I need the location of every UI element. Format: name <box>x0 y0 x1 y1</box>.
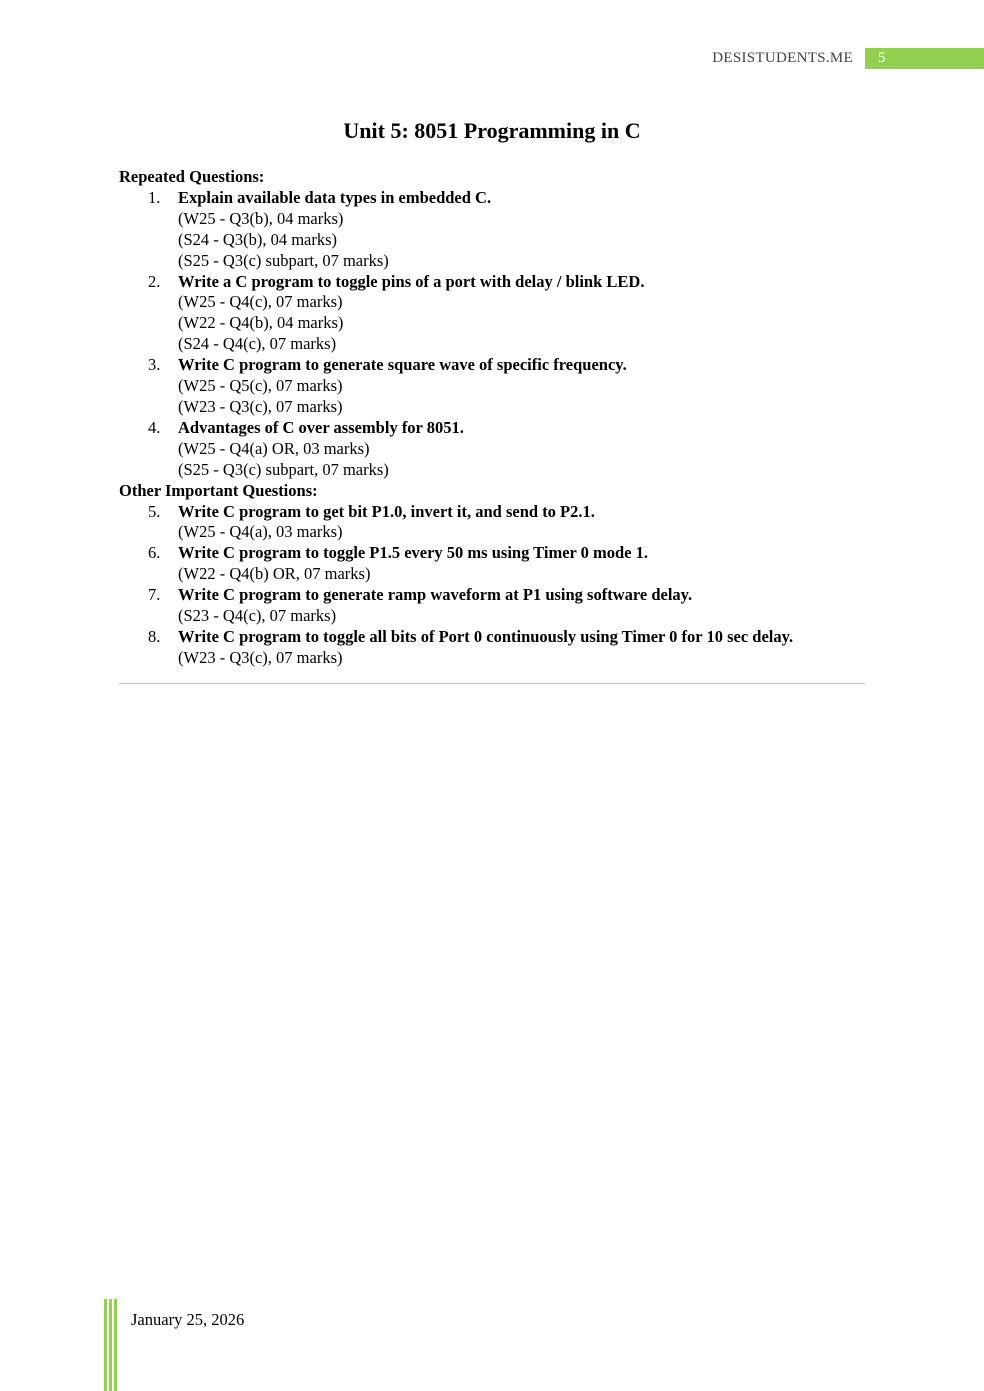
question-item <box>119 272 879 356</box>
question-ref: (W23 - Q3(c), 07 marks) <box>178 396 343 416</box>
question-number: 7. <box>148 585 161 605</box>
question-item <box>119 543 879 585</box>
question-number: 3. <box>148 355 161 375</box>
question-text: Write a C program to toggle pins of a port with delay / blink LED. <box>178 271 645 291</box>
page-number: 5 <box>878 50 886 66</box>
question-number: 6. <box>148 543 161 563</box>
question-number: 4. <box>148 417 161 437</box>
page-number-box <box>865 48 984 69</box>
question-list <box>119 167 879 669</box>
question-number: 8. <box>148 626 161 646</box>
question-item <box>119 418 879 481</box>
question-ref: (W22 - Q4(b) OR, 07 marks) <box>178 564 371 584</box>
footer-accent-bars <box>104 1299 118 1391</box>
section-other <box>119 481 879 669</box>
section-repeated <box>119 167 879 481</box>
question-ref: (S24 - Q3(b), 04 marks) <box>178 229 338 249</box>
question-ref: (S24 - Q4(c), 07 marks) <box>178 334 337 354</box>
question-ref: (S25 - Q3(c) subpart, 07 marks) <box>178 459 389 479</box>
question-ref: (S23 - Q4(c), 07 marks) <box>178 606 337 626</box>
question-ref: (W25 - Q4(a) OR, 03 marks) <box>178 438 370 458</box>
question-item <box>119 627 879 669</box>
question-ref: (W25 - Q4(a), 03 marks) <box>178 522 343 542</box>
footer-date: January 25, 2026 <box>131 1310 245 1329</box>
question-item <box>119 585 879 627</box>
section-heading: Repeated Questions: <box>119 167 265 186</box>
question-number: 2. <box>148 271 161 291</box>
question-text: Write C program to toggle P1.5 every 50 ms using Timer 0 mode 1. <box>178 543 649 563</box>
question-text: Explain available data types in embedded C. <box>178 187 492 207</box>
footer-bar <box>109 1299 112 1391</box>
footer-bar <box>104 1299 107 1391</box>
question-item <box>119 502 879 544</box>
question-ref: (W22 - Q4(b), 04 marks) <box>178 313 344 333</box>
footer-bar <box>114 1299 117 1391</box>
content-divider <box>119 683 865 684</box>
question-ref: (W25 - Q4(c), 07 marks) <box>178 292 343 312</box>
question-text: Advantages of C over assembly for 8051. <box>178 417 464 437</box>
question-text: Write C program to generate ramp waveform at P1 using software delay. <box>178 585 693 605</box>
question-text: Write C program to toggle all bits of Port 0 continuously using Timer 0 for 10 sec delay. <box>178 626 794 646</box>
question-number: 5. <box>148 501 161 521</box>
site-name: DESISTUDENTS.ME <box>712 50 853 66</box>
question-ref: (W25 - Q5(c), 07 marks) <box>178 376 343 396</box>
question-item <box>119 355 879 418</box>
question-item <box>119 188 879 272</box>
question-number: 1. <box>148 187 161 207</box>
question-ref: (W23 - Q3(c), 07 marks) <box>178 647 343 667</box>
question-text: Write C program to generate square wave of specific frequency. <box>178 355 627 375</box>
question-text: Write C program to get bit P1.0, invert it, and send to P2.1. <box>178 501 595 521</box>
question-ref: (W25 - Q3(b), 04 marks) <box>178 208 344 228</box>
question-ref: (S25 - Q3(c) subpart, 07 marks) <box>178 250 389 270</box>
section-heading: Other Important Questions: <box>119 480 318 500</box>
page-title: Unit 5: 8051 Programming in C <box>343 118 641 143</box>
